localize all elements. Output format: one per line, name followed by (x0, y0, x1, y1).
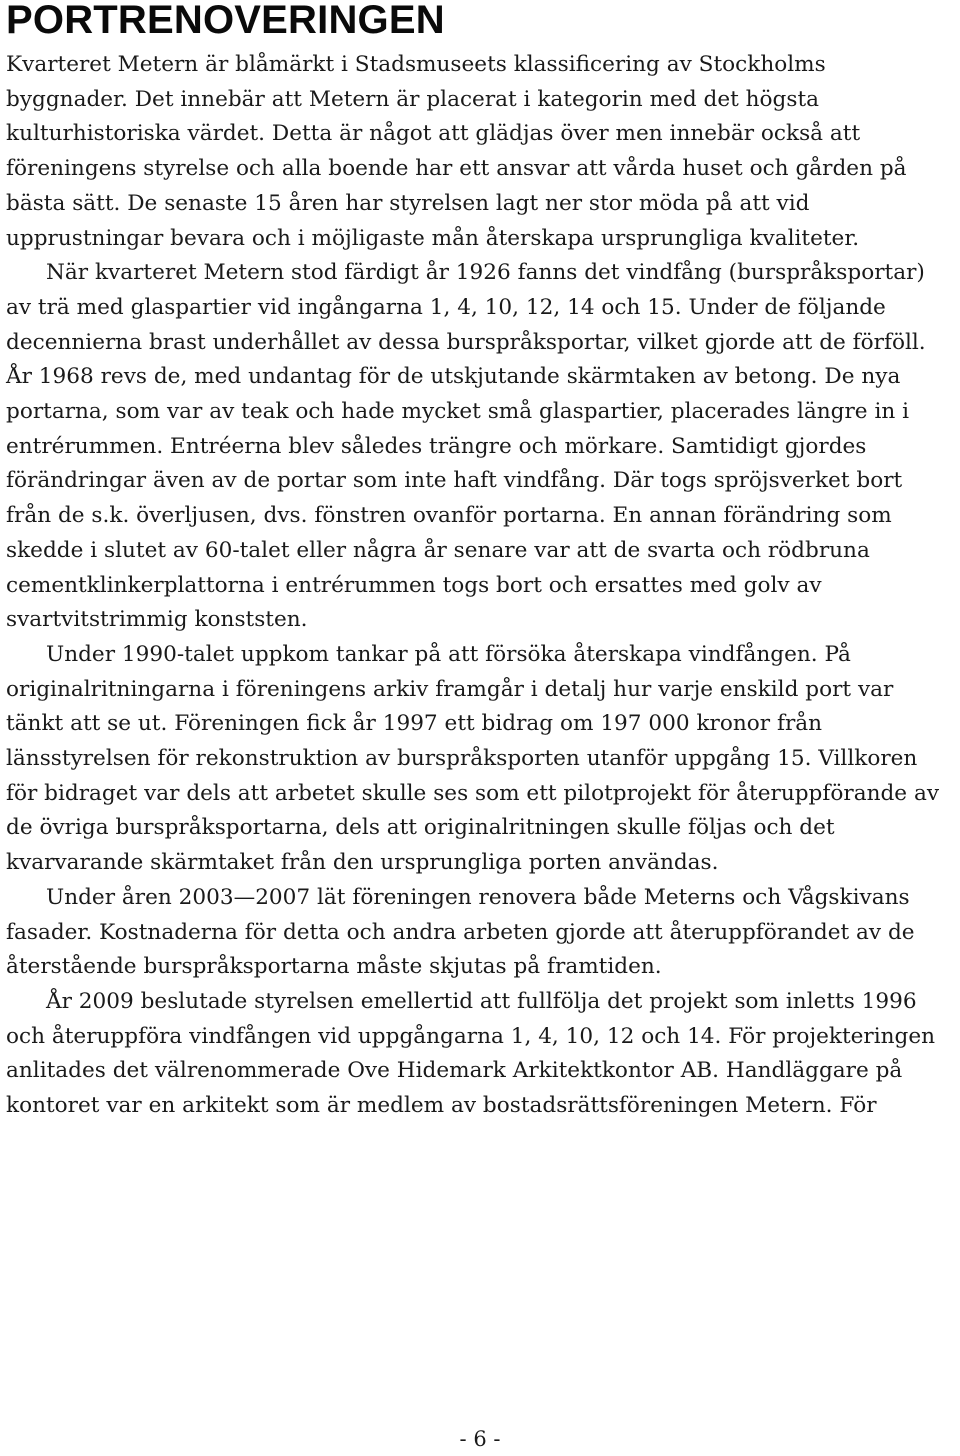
page-number: - 6 - (459, 1427, 501, 1451)
paragraph-intro: Kvarteret Metern är blåmärkt i Stadsmuseets klassificering av Stockholms byggnader. Det innebär att Metern är placerat i kategorin med det högsta kulturhistoriska värdet. Detta är något att glädjas över men innebär också att föreningens styrelse och alla boende har ett ansvar att vårda huset och gården på bästa sätt. De senaste 15 åren har styrelsen lagt ner stor möda på att vid upprustningar bevara och i möjligaste mån återskapa ursprungliga kvaliteter. (6, 52, 907, 251)
paragraph-facade-renovation: Under åren 2003—2007 lät föreningen renovera både Meterns och Vågskivans fasader. Kostnaderna för detta och andra arbeten gjorde att återuppförandet av de återstående burspråksportarna måste skjutas på framtiden. (6, 884, 915, 980)
paragraph-2009-decision: År 2009 beslutade styrelsen emellertid att fullfölja det projekt som inletts 1996 och återuppföra vindfången vid uppgångarna 1, 4, 10, 12 och 14. För projekteringen anlitades det välrenommerade Ove Hidemark Arkitektkontor AB. Handläggare på kontoret var en arkitekt som är medlem av bostadsrättsföreningen Metern. För (6, 988, 936, 1119)
body-text (6, 48, 954, 1124)
document-page (6, 0, 954, 1124)
page-title: PORTRENOVERINGEN (6, 0, 445, 42)
paragraph-1990s: Under 1990-talet uppkom tankar på att försöka återskapa vindfången. På originalritningarna i föreningens arkiv framgår i detalj hur varje enskild port var tänkt att se ut. Föreningen fick år 1997 ett bidrag om 197 000 kronor från länsstyrelsen för rekonstruktion av burspråksporten utanför uppgång 15. Villkoren för bidraget var dels att arbetet skulle ses som ett pilotprojekt för återuppförande av de övriga burspråksportarna, dels att originalritningen skulle följas och det kvarvarande skärmtaket från den ursprungliga porten användas. (6, 641, 940, 876)
paragraph-history: När kvarteret Metern stod färdigt år 1926 fanns det vindfång (burspråksportar) av trä med glaspartier vid ingångarna 1, 4, 10, 12, 14 och 15. Under de följande decennierna brast underhållet av dessa burspråksportar, vilket gjorde att de förföll. År 1968 revs de, med undantag för de utskjutande skärmtaken av betong. De nya portarna, som var av teak och hade mycket små glaspartier, placerades längre in i entrérummen. Entréerna blev således trängre och mörkare. Samtidigt gjordes förändringar även av de portar som inte haft vindfång. Där togs spröjsverket bort från de s.k. överljusen, dvs. fönstren ovanför portarna. En annan förändring som skedde i slutet av 60-talet eller några år senare var att de svarta och rödbruna cementklinkerplattorna i entrérummen togs bort och ersattes med golv av svartvitstrimmig konststen. (6, 260, 926, 633)
